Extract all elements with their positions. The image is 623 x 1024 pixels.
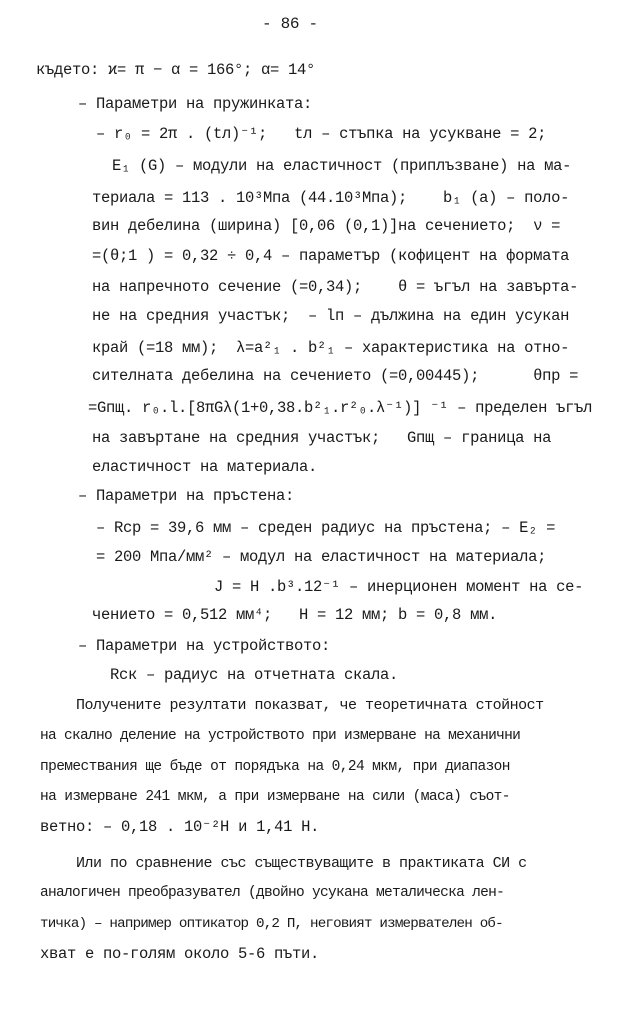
text-line: чението = 0,512 мм⁴; H = 12 мм; b = 0,8 мм. xyxy=(92,606,498,624)
text-line: еластичност на материала. xyxy=(92,458,318,476)
page-number: - 86 - xyxy=(262,15,318,33)
text-line: – Rср = 39,6 мм – среден радиус на пръстена; – E₂ = xyxy=(96,519,556,537)
paragraph-line: премествания ще бъде от порядъка на 0,24 мкм, при диапазон xyxy=(40,759,510,775)
paragraph-line: Или по сравнение със съществуващите в практиката СИ с xyxy=(76,855,527,872)
paragraph-line: на измерване 241 мкм, а при измерване на сили (маса) съот- xyxy=(40,789,510,805)
text-line: E₁ (G) – модули на еластичност (приплъзване) на ма- xyxy=(112,157,572,175)
text-line: J = H .b³.12⁻¹ – инерционен момент на се- xyxy=(214,578,584,596)
text-line: =(θ;1 ) = 0,32 ÷ 0,4 – параметър (кофицент на формата xyxy=(92,247,570,265)
paragraph-line: Получените резултати показват, че теоретичната стойност xyxy=(76,697,544,714)
paragraph-line: тичка) – например оптикатор 0,2 П, неговият измервателен об- xyxy=(40,916,503,932)
text-line: – r₀ = 2π . (tл)⁻¹; tл – стъпка на усукване = 2; xyxy=(96,125,547,143)
text-line: където: ϰ= π − α = 166°; α= 14° xyxy=(36,61,316,79)
text-line: край (=18 мм); λ=a²₁ . b²₁ – характеристика на отно- xyxy=(92,339,570,357)
text-line: на напречното сечение (=0,34); θ = ъгъл на завърта- xyxy=(92,278,579,296)
text-line: = 200 Мпа/мм² – модул на еластичност на материала; xyxy=(96,548,547,566)
paragraph-line: хват е по-голям около 5-6 пъти. xyxy=(40,945,320,963)
text-line: на завъртане на средния участък; Gпщ – граница на xyxy=(92,429,552,447)
paragraph-line: ветно: – 0,18 . 10⁻²Н и 1,41 Н. xyxy=(40,818,320,836)
paragraph-line: на скално деление на устройството при измерване на механични xyxy=(40,728,521,744)
text-line: не на средния участък; – lп – дължина на един усукан xyxy=(92,307,570,325)
text-line: вин дебелина (ширина) [0,06 (0,1)]на сечението; ν = xyxy=(92,217,561,235)
text-line: териала = 113 . 10³Мпа (44.10³Мпа); b₁ (a) – поло- xyxy=(92,189,570,207)
section-heading: – Параметри на пръстена: xyxy=(78,487,295,505)
text-line: Rск – радиус на отчетната скала. xyxy=(110,666,399,684)
paragraph-line: аналогичен преобразувател (двойно усукана металическа лен- xyxy=(40,885,505,901)
section-heading: – Параметри на устройството: xyxy=(78,637,331,655)
text-line: сителната дебелина на сечението (=0,00445); θпр = xyxy=(92,367,579,385)
text-line: =Gпщ. r₀.l.[8πGλ(1+0,38.b²₁.r²₀.λ⁻¹)] ⁻¹ – пределен ъгъл xyxy=(88,399,593,417)
section-heading: – Параметри на пружинката: xyxy=(78,95,313,113)
